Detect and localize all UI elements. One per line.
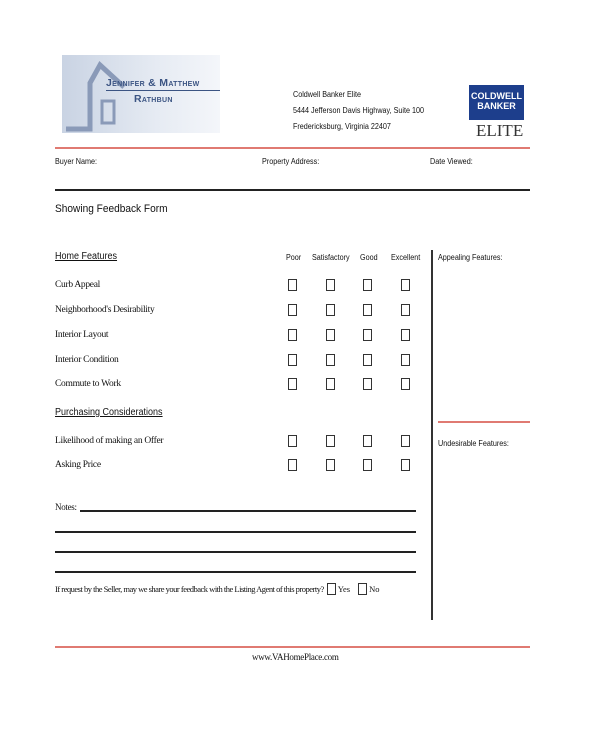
- row-label: Interior Layout: [55, 330, 109, 340]
- rating-checkbox-satisfactory[interactable]: [326, 279, 335, 291]
- share-row: [55, 583, 380, 595]
- undesirable-features-label: Undesirable Features:: [438, 439, 509, 448]
- rating-checkbox-poor[interactable]: [288, 435, 297, 447]
- rating-checkbox-good[interactable]: [363, 459, 372, 471]
- notes-label: Notes:: [55, 502, 77, 512]
- rating-checkbox-excellent[interactable]: [401, 378, 410, 390]
- rating-checkbox-satisfactory[interactable]: [326, 354, 335, 366]
- rating-checkbox-excellent[interactable]: [401, 459, 410, 471]
- buyer-name-label: Buyer Name:: [55, 157, 98, 166]
- logo-line2: Rathbun: [134, 93, 173, 105]
- row-label: Neighborhood's Desirability: [55, 305, 155, 315]
- brand-logo: [469, 85, 524, 120]
- header-divider: [55, 147, 530, 149]
- footer-divider: [55, 646, 530, 648]
- rating-checkbox-poor[interactable]: [288, 459, 297, 471]
- row-label: Curb Appeal: [55, 280, 100, 290]
- rating-checkbox-satisfactory[interactable]: [326, 304, 335, 316]
- rating-checkbox-satisfactory[interactable]: [326, 459, 335, 471]
- rating-checkbox-satisfactory[interactable]: [326, 329, 335, 341]
- office-name: Coldwell Banker Elite: [293, 90, 362, 99]
- rating-checkbox-excellent[interactable]: [401, 354, 410, 366]
- rating-checkbox-good[interactable]: [363, 378, 372, 390]
- rating-checkbox-excellent[interactable]: [401, 329, 410, 341]
- rating-checkbox-poor[interactable]: [288, 378, 297, 390]
- notes-line[interactable]: [55, 551, 416, 553]
- rating-checkbox-poor[interactable]: [288, 354, 297, 366]
- brand-elite: ELITE: [476, 121, 524, 140]
- rating-checkbox-satisfactory[interactable]: [326, 378, 335, 390]
- share-no-label: No: [369, 584, 380, 594]
- footer-website: www.VAHomePlace.com: [252, 652, 339, 662]
- logo-line1: Jennifer & Matthew: [106, 77, 200, 89]
- side-red-divider: [438, 421, 530, 423]
- rating-checkbox-excellent[interactable]: [401, 279, 410, 291]
- share-yes-label: Yes: [337, 584, 351, 594]
- col-poor: Poor: [286, 253, 302, 262]
- office-city: Fredericksburg, Virginia 22407: [293, 122, 391, 131]
- purchasing-heading: Purchasing Considerations: [55, 407, 163, 418]
- appealing-features-label: Appealing Features:: [438, 253, 503, 262]
- brand-line1: COLDWELL: [471, 91, 522, 101]
- rating-checkbox-excellent[interactable]: [401, 304, 410, 316]
- rating-checkbox-excellent[interactable]: [401, 435, 410, 447]
- home-features-heading: Home Features: [55, 251, 118, 262]
- notes-line[interactable]: [55, 531, 416, 533]
- rating-checkbox-satisfactory[interactable]: [326, 435, 335, 447]
- rating-checkbox-good[interactable]: [363, 354, 372, 366]
- rating-checkbox-good[interactable]: [363, 279, 372, 291]
- brand-line2: BANKER: [477, 101, 516, 111]
- share-no-checkbox[interactable]: [358, 583, 367, 595]
- side-divider: [431, 250, 433, 620]
- form-title: Showing Feedback Form: [55, 203, 168, 215]
- row-label: Asking Price: [55, 460, 101, 470]
- col-good: Good: [360, 253, 378, 262]
- info-input-line[interactable]: [55, 189, 530, 191]
- col-excellent: Excellent: [391, 253, 421, 262]
- property-address-label: Property Address:: [262, 157, 320, 166]
- notes-line[interactable]: [55, 571, 416, 573]
- rating-checkbox-poor[interactable]: [288, 329, 297, 341]
- rating-checkbox-good[interactable]: [363, 329, 372, 341]
- share-yes-checkbox[interactable]: [327, 583, 336, 595]
- rating-checkbox-good[interactable]: [363, 304, 372, 316]
- row-label: Likelihood of making an Offer: [55, 436, 164, 446]
- row-label: Commute to Work: [55, 379, 121, 389]
- share-question: If request by the Seller, may we share your feedback with the Listing Agent of this property?: [55, 584, 324, 594]
- date-viewed-label: Date Viewed:: [430, 157, 473, 166]
- rating-checkbox-poor[interactable]: [288, 304, 297, 316]
- notes-line[interactable]: [80, 510, 416, 512]
- rating-checkbox-poor[interactable]: [288, 279, 297, 291]
- office-street: 5444 Jefferson Davis Highway, Suite 100: [293, 106, 425, 115]
- rating-checkbox-good[interactable]: [363, 435, 372, 447]
- agent-logo: [62, 55, 220, 133]
- logo-rule: [106, 90, 220, 91]
- row-label: Interior Condition: [55, 355, 119, 365]
- col-satisfactory: Satisfactory: [312, 253, 350, 262]
